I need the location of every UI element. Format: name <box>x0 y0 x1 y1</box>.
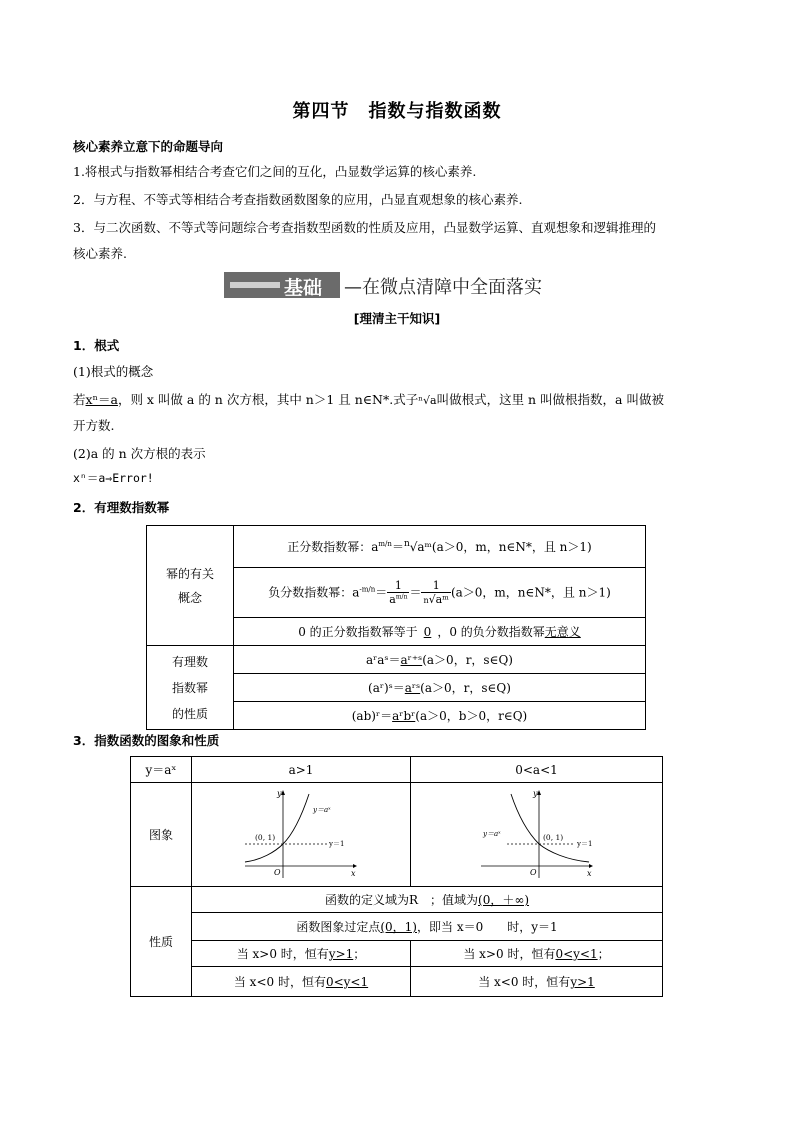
x-label: x <box>351 868 356 878</box>
graph-a-gt-1 <box>192 783 411 887</box>
banner-stripe <box>230 282 280 288</box>
curve-decreasing <box>511 794 589 862</box>
s3-heading: 3．指数函数的图象和性质 <box>73 733 220 748</box>
s1-para-line-2: 开方数. <box>73 418 115 433</box>
domain-range: 函数的定义域为R ；值域为(0，＋∞) <box>192 887 663 913</box>
y1-label: y＝1 <box>329 839 345 848</box>
curve-increasing <box>245 794 309 862</box>
property-3: (ab)ʳ＝aʳbʳ(a＞0，b＞0，r∈Q) <box>234 702 646 730</box>
s1-paragraph <box>73 390 664 408</box>
s1-sub2: (2)a 的 n 次方根的表示 <box>73 446 206 461</box>
y-label: y <box>277 788 282 798</box>
y-axis-arrow <box>281 790 285 795</box>
s1-para-pre: 若 <box>73 392 86 407</box>
a-lt-1-negative-x: 当 x<0 时，恒有y>1 <box>411 967 663 997</box>
origin-label: O <box>274 867 281 877</box>
fixed-point: 函数图象过定点(0，1)，即当 x＝0 时，y＝1 <box>192 913 663 941</box>
curve-label: y＝aˣ <box>482 829 501 838</box>
graph-increasing-svg <box>241 788 361 882</box>
s1-heading: 1．根式 <box>73 338 120 353</box>
y1-label: y＝1 <box>576 839 592 848</box>
section-banner <box>224 272 564 298</box>
row-props-label: 性质 <box>131 887 192 997</box>
s1-sub1: (1)根式的概念 <box>73 364 154 379</box>
s1-para-eq: xⁿ＝a <box>85 392 118 407</box>
x-axis-arrow <box>353 864 357 868</box>
y-label: y <box>532 788 538 798</box>
point-label: (0, 1) <box>542 832 563 842</box>
guide-item-3-line-2: 核心素养. <box>73 246 127 261</box>
property-2: (aʳ)ˢ＝aʳˢ(a＞0，r，s∈Q) <box>234 674 646 702</box>
graph-a-lt-1 <box>411 783 663 887</box>
row-graph-label: 图象 <box>131 783 192 887</box>
guide-item-3-line-1: 3．与二次函数、不等式等问题综合考查指数型函数的性质及应用，凸显数学运算、直观想象和逻辑推理的 <box>73 220 656 235</box>
banner-slogan: —在微点清障中全面落实 <box>344 277 542 298</box>
col-header-function: y＝aˣ <box>131 757 192 783</box>
negative-fraction-exponent: 负分数指数幂：$a^{-m/n}=$ $\frac{1}{a^{m/n}}$ ＝ $\frac{1}{\text{n√aᵐ}}$ (a＞0，m，n∈N*，且 n＞1) <box>234 568 646 618</box>
y-axis-arrow <box>537 790 541 795</box>
page-title: 第四节 指数与指数函数 <box>292 101 502 122</box>
row-property-label: 有理数指数幂的性质 <box>147 646 234 730</box>
graph-decreasing-svg <box>477 788 597 882</box>
banner-label: 基础 <box>284 277 323 299</box>
x-axis-arrow <box>589 864 593 868</box>
col-header-a-gt-1: a>1 <box>192 757 411 783</box>
zero-exponent-rule: 0 的正分数指数幂等于 0 ，0 的负分数指数幂无意义 <box>234 618 646 646</box>
guide-item-2: 2．与方程、不等式等相结合考查指数函数图象的应用，凸显直观想象的核心素养. <box>73 192 523 207</box>
positive-fraction-exponent: 正分数指数幂：$a^{m/n}=^n√aᵐ(a>0$，m，n∈N*，且 n＞1) <box>234 526 646 568</box>
a-gt-1-negative-x: 当 x<0 时，恒有0<y<1 <box>192 967 411 997</box>
a-gt-1-positive-x: 当 x>0 时，恒有y>1； <box>192 941 411 967</box>
s1-para-radical: ⁿ√a <box>418 394 437 407</box>
row-concept-label: 幂的有关概念 <box>147 526 234 646</box>
curve-label: y＝aˣ <box>313 805 331 814</box>
s1-para-mid: ，则 x 叫做 a 的 n 次方根，其中 n＞1 且 n∈N*.式子 <box>117 392 419 407</box>
s1-para-post: 叫做根式，这里 n 叫做根指数，a 叫做被 <box>436 392 664 407</box>
x-label: x <box>586 868 592 878</box>
col-header-a-lt-1: 0<a<1 <box>411 757 663 783</box>
point-label: (0, 1) <box>255 832 276 842</box>
origin-label: O <box>529 867 537 877</box>
a-lt-1-positive-x: 当 x>0 时，恒有0<y<1； <box>411 941 663 967</box>
section-title: [理清主干知识] <box>353 311 441 326</box>
s1-formula: xⁿ＝a⇒Error! <box>73 471 154 485</box>
s2-heading: 2．有理数指数幂 <box>73 500 170 515</box>
exponential-function-table <box>130 756 663 997</box>
guide-item-1: 1.将根式与指数幂相结合考查它们之间的互化，凸显数学运算的核心素养. <box>73 164 477 179</box>
property-1: aʳaˢ＝aʳ⁺ˢ(a＞0，r，s∈Q) <box>234 646 646 674</box>
guide-heading: 核心素养立意下的命题导向 <box>73 139 224 154</box>
rational-exponent-table <box>146 525 646 730</box>
